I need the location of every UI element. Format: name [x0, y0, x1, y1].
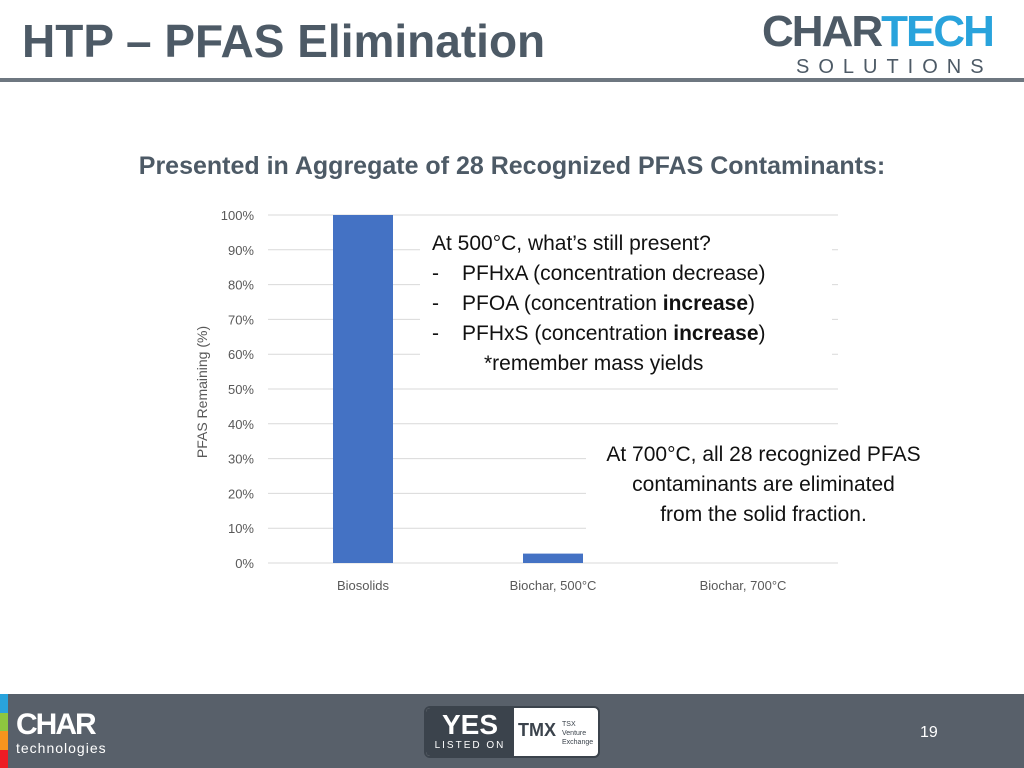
footer-logo-line2: technologies — [16, 740, 107, 756]
y-tick-label: 80% — [227, 277, 254, 293]
tsx-listing-badge — [424, 706, 600, 758]
note-700c — [586, 440, 941, 537]
y-tick-label: 0% — [235, 556, 254, 571]
stripe-green — [0, 713, 8, 732]
y-tick-label: 30% — [227, 451, 254, 467]
page-number: 19 — [920, 724, 938, 741]
note1-item-3: - PFHxS (concentration increase) — [432, 322, 766, 345]
logo-part2: TECH — [881, 7, 993, 56]
y-axis-label: PFAS Remaining (%) — [194, 325, 210, 459]
slide-subtitle: Presented in Aggregate of 28 Recognized PFAS Contaminants: — [138, 152, 886, 180]
x-tick-label: Biochar, 500°C — [509, 578, 597, 593]
x-tick-label: Biochar, 700°C — [699, 578, 787, 593]
y-tick-label: 100% — [220, 208, 254, 223]
slide-title: HTP – PFAS Elimination — [22, 15, 546, 67]
note2-line2: contaminants are eliminated — [632, 473, 895, 496]
bar — [333, 215, 393, 563]
stripe-red — [0, 750, 8, 768]
note2-line1: At 700°C, all 28 recognized PFAS — [606, 443, 921, 466]
bar — [523, 554, 583, 563]
y-tick-label: 40% — [227, 416, 254, 432]
y-tick-label: 50% — [227, 382, 254, 397]
note1-footnote: *remember mass yields — [484, 352, 704, 375]
stripe-orange — [0, 731, 8, 750]
y-tick-label: 70% — [227, 312, 254, 328]
note-500c — [420, 229, 832, 381]
x-tick-label: Biosolids — [336, 578, 390, 593]
logo-part1: CHAR — [762, 7, 882, 56]
y-tick-label: 10% — [227, 521, 254, 537]
footer-color-stripe — [0, 694, 8, 768]
stripe-blue — [0, 694, 8, 713]
note1-heading: At 500°C, what’s still present? — [432, 232, 711, 255]
y-tick-label: 60% — [227, 347, 254, 363]
note1-item-1: - PFHxA (concentration decrease) — [432, 262, 766, 285]
note2-line3: from the solid fraction. — [660, 503, 867, 526]
logo-line2: SOLUTIONS — [796, 56, 993, 78]
badge-yes: YES — [426, 708, 514, 756]
footer-logo-line1: CHAR — [16, 708, 95, 741]
note1-item-2: - PFOA (concentration increase) — [432, 292, 755, 315]
badge-tmx: TMX — [518, 720, 556, 740]
char-technologies-logo — [16, 710, 107, 756]
y-tick-label: 20% — [227, 486, 254, 502]
badge-listed-on: LISTED ON — [434, 740, 506, 751]
badge-tsx: TSX Venture Exchange — [562, 721, 594, 746]
y-tick-label: 90% — [227, 242, 254, 258]
